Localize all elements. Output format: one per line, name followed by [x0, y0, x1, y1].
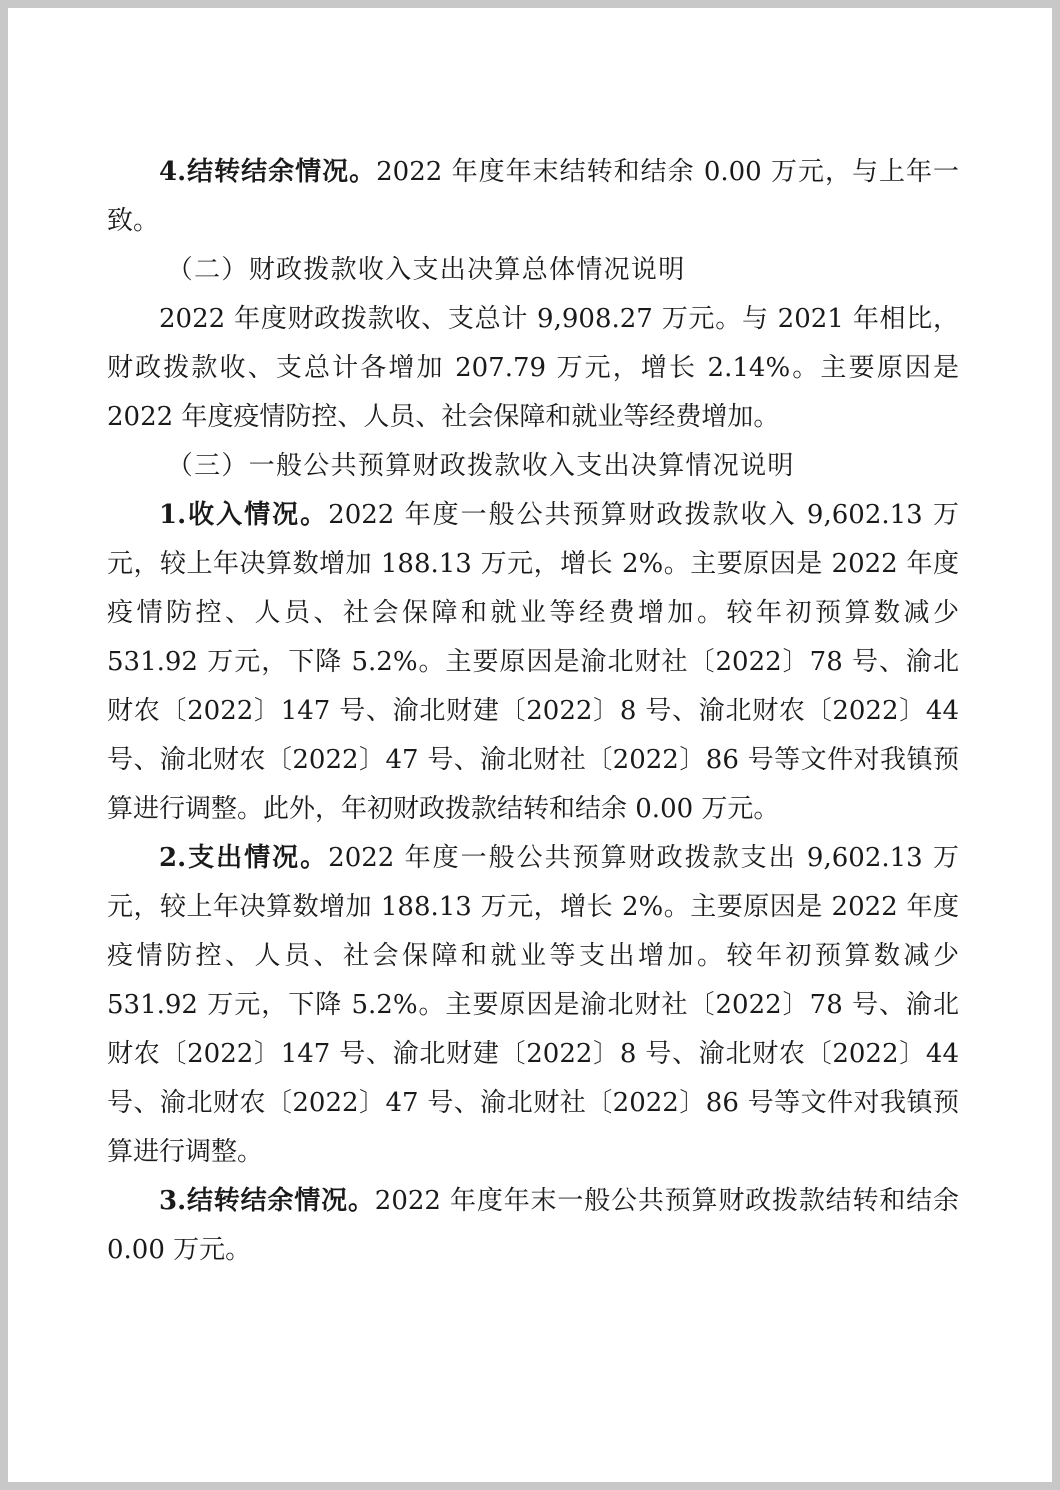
paragraph-text: 2022 年度一般公共预算财政拨款支出 9,602.13 万元，较上年决算数增加 188.13 万元，增长 2%。主要原因是 2022 年度疫情防控、人员、社会保障和就业等支出增加。较年初预算数减少 531.92 万元，下降 5.2%。主要原因是渝北财社〔2022〕78 号、渝北财农〔2022〕147 号、渝北财建〔2022〕8 号、渝北财农〔2022〕44 号、渝北财农〔2022〕47 号、渝北财社〔2022〕86 号等文件对我镇预算进行调整。 [107, 843, 959, 1167]
paragraph-income [107, 491, 959, 834]
paragraph-year-end-balance [107, 1177, 959, 1275]
paragraph-text: 2022 年度财政拨款收、支总计 9,908.27 万元。与 2021 年相比，财政拨款收、支总计各增加 207.79 万元，增长 2.14%。主要原因是 2022 年度疫情防控、人员、社会保障和就业等经费增加。 [107, 304, 959, 432]
paragraph-lead: 1.收入情况。 [159, 500, 329, 530]
section-heading-text: （二）财政拨款收入支出决算总体情况说明 [166, 255, 686, 285]
paragraph-lead: 3.结转结余情况。 [159, 1186, 375, 1216]
paragraph-carryover-balance [107, 148, 959, 246]
section-heading-general-public-budget [107, 442, 959, 491]
section-heading-fiscal-appropriation [107, 246, 959, 295]
paragraph-fiscal-total [107, 295, 959, 442]
document-page [8, 8, 1052, 1482]
paragraph-expenditure [107, 834, 959, 1177]
paragraph-lead: 2.支出情况。 [159, 843, 329, 873]
paragraph-text: 2022 年度年末结转和结余 0.00 万元，与上年一致。 [107, 157, 959, 236]
section-heading-text: （三）一般公共预算财政拨款收入支出决算情况说明 [166, 451, 795, 481]
paragraph-lead: 4.结转结余情况。 [159, 157, 377, 187]
document-body [107, 148, 959, 1275]
paragraph-text: 2022 年度年末一般公共预算财政拨款结转和结余 0.00 万元。 [107, 1186, 959, 1265]
paragraph-text: 2022 年度一般公共预算财政拨款收入 9,602.13 万元，较上年决算数增加 188.13 万元，增长 2%。主要原因是 2022 年度疫情防控、人员、社会保障和就业等经费增加。较年初预算数减少 531.92 万元，下降 5.2%。主要原因是渝北财社〔2022〕78 号、渝北财农〔2022〕147 号、渝北财建〔2022〕8 号、渝北财农〔2022〕44 号、渝北财农〔2022〕47 号、渝北财社〔2022〕86 号等文件对我镇预算进行调整。此外，年初财政拨款结转和结余 0.00 万元。 [107, 500, 959, 824]
